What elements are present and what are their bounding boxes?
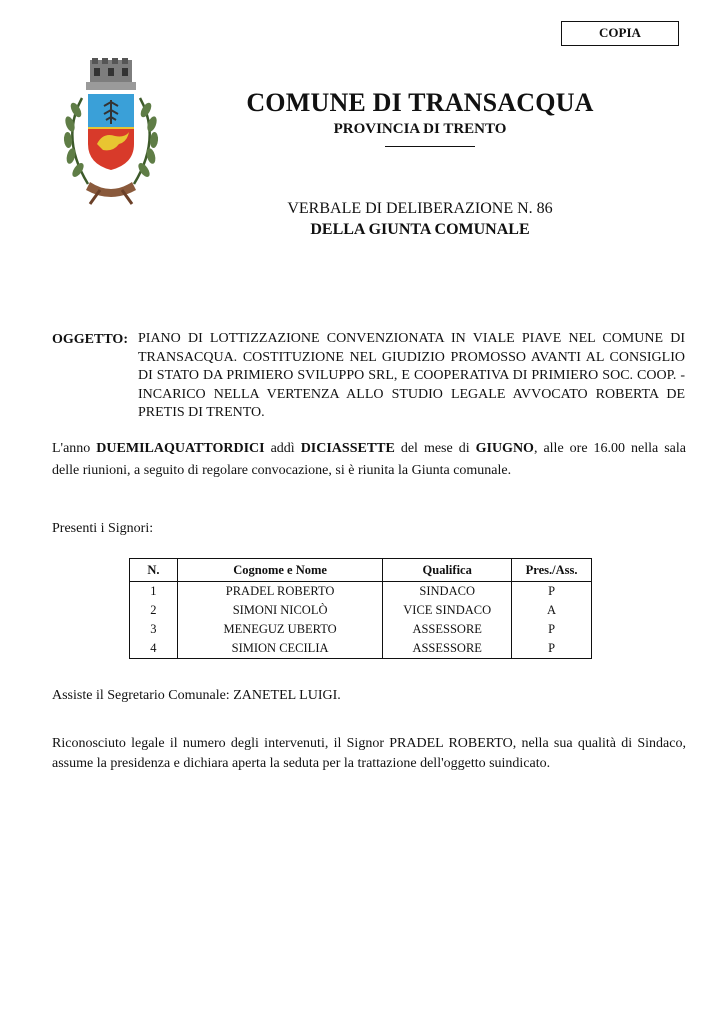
intro-day: DICIASSETTE (300, 441, 395, 456)
intro-text-4: , alle ore 16.00 nella sala delle riunioni, a seguito di regolare convocazione, si è riunita la Giunta comunale. (52, 441, 687, 478)
municipality-title: COMUNE DI TRANSACQUA (246, 88, 594, 117)
presenti-label: Presenti i Signori: (52, 521, 154, 536)
member-presence: A (512, 601, 592, 620)
row-number: 1 (150, 584, 157, 598)
column-header: Cognome e Nome (177, 559, 382, 582)
intro-month: GIUGNO (475, 441, 534, 456)
oggetto-text: PIANO DI LOTTIZZAZIONE CONVENZIONATA IN VIALE PIAVE NEL COMUNE DI TRANSACQUA. COSTITUZIONE NEL GIUDIZIO PROMOSSO AVANTI AL CONSIGLIO DI STATO DA PRIMIERO SVILUPPO SRL, E COOPERATIVA DI PRIMIERO SOC. COOP. - INCARICO NELLA VERTENZA ALLO STUDIO LEGALE AVVOCATO ROBERTA DE PRETIS DI TRENTO. (138, 331, 685, 420)
member-role: VICE SINDACO (383, 601, 512, 620)
intro-year: DUEMILAQUATTORDICI (96, 441, 265, 456)
intro-text-1: L'anno (52, 441, 97, 456)
intro-text-2: addì (264, 441, 301, 456)
member-name: SIMION CECILIA (177, 639, 382, 659)
row-number: 4 (150, 641, 157, 655)
table-row (130, 582, 592, 602)
member-name: SIMONI NICOLÒ (177, 601, 382, 620)
member-presence: P (512, 620, 592, 639)
row-number: 2 (150, 603, 157, 617)
verbale-number: VERBALE DI DELIBERAZIONE N. 86 (287, 200, 553, 217)
table-header-row (130, 559, 592, 582)
intro-text-3: del mese di (394, 441, 476, 456)
member-role: ASSESSORE (383, 620, 512, 639)
member-presence: P (512, 582, 592, 602)
oggetto-label: OGGETTO: (52, 332, 128, 347)
column-header: Pres./Ass. (512, 559, 592, 582)
column-header: N. (130, 559, 178, 582)
table-row (130, 601, 592, 620)
member-name: PRADEL ROBERTO (177, 582, 382, 602)
header-divider (385, 146, 475, 147)
quorum-paragraph: Riconosciuto legale il numero degli intervenuti, il Signor PRADEL ROBERTO, nella sua qualità di Sindaco, assume la presidenza e dichiara aperta la seduta per la trattazione dell'oggetto suindicato. (52, 736, 686, 771)
member-role: SINDACO (383, 582, 512, 602)
row-number: 3 (150, 622, 157, 636)
verbale-body: DELLA GIUNTA COMUNALE (310, 221, 530, 238)
secretary-line: Assiste il Segretario Comunale: ZANETEL LUIGI. (52, 688, 341, 703)
province-subtitle: PROVINCIA DI TRENTO (333, 121, 507, 137)
member-presence: P (512, 639, 592, 659)
attendance-table (129, 558, 592, 659)
member-role: ASSESSORE (383, 639, 512, 659)
member-name: MENEGUZ UBERTO (177, 620, 382, 639)
copy-stamp: COPIA (561, 21, 679, 46)
meeting-intro-paragraph (52, 438, 686, 482)
municipal-coat-of-arms-icon (50, 58, 172, 206)
table-row (130, 620, 592, 639)
table-row (130, 639, 592, 659)
column-header: Qualifica (383, 559, 512, 582)
